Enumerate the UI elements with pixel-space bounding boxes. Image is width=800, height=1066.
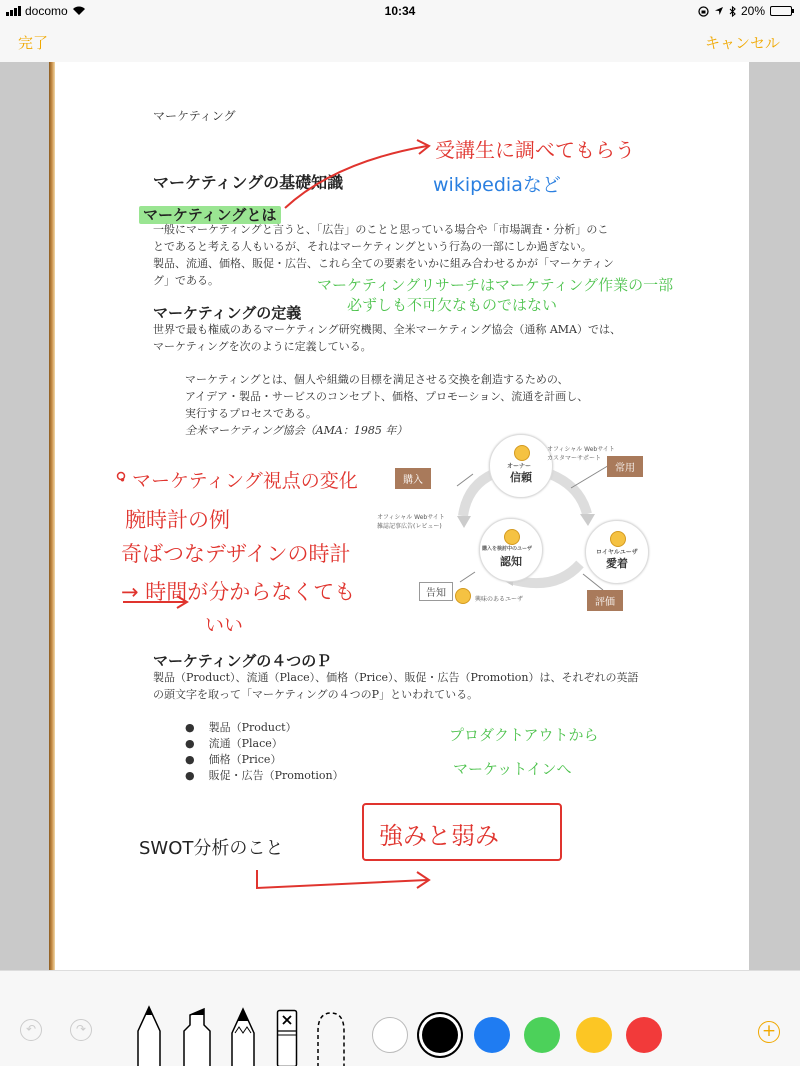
color-swatch-blue[interactable] — [474, 1017, 510, 1053]
bullet-item: ● 価格（Price） — [185, 753, 282, 766]
node-trust-sub: オーナー — [507, 463, 532, 470]
quote-line-1: マーケティングとは、個人や組織の目標を満足させる交換を創造するための、 — [185, 373, 569, 386]
lasso-tool-icon[interactable] — [314, 1009, 348, 1066]
annotation-green-3: プロダクトアウトから — [449, 726, 599, 744]
quote-line-2: アイデア・製品・サービスのコンセプト、価格、プロモーション、流通を計画し、 — [185, 390, 589, 403]
annotation-red-list-5: いい — [205, 614, 244, 636]
bullet-text: 販促・広告（Promotion） — [208, 769, 344, 782]
node-trust — [489, 434, 553, 498]
nav-bar — [0, 22, 800, 62]
intro-line-4: グ」である。 — [153, 274, 219, 287]
color-swatch-green[interactable] — [524, 1017, 560, 1053]
carrier-label: docomo — [25, 4, 68, 18]
battery-percent: 20% — [740, 4, 765, 18]
pencil-tool-icon[interactable] — [230, 1007, 256, 1066]
four-p-heading: マーケティングの４つのＰ — [153, 652, 332, 670]
node-attachment-label: 愛着 — [606, 557, 628, 570]
annotation-red-list-3: 奇ばつなデザインの時計 — [121, 542, 351, 566]
intro-line-1: 一般にマーケティングと言うと、「広告」のことと思っている場合や「市場調査・分析」のこ — [153, 223, 609, 236]
annotation-red-list-1: ・マーケティング視点の変化 — [113, 470, 358, 492]
intro-line-3: 製品、流通、価格、販促・広告、これら全ての要素をいかに組み合わせるかが「マーケティン — [153, 257, 614, 270]
bottom-note: 興味のあるユーザ — [475, 596, 524, 603]
annotation-red-list-2: 腕時計の例 — [125, 508, 230, 532]
node-awareness-label: 認知 — [500, 555, 522, 568]
location-icon — [714, 6, 724, 16]
bullet-text: 価格（Price） — [208, 753, 282, 766]
marker-tool-icon[interactable] — [182, 1007, 212, 1066]
document-title: マーケティングの基礎知識 — [153, 173, 344, 192]
running-header: マーケティング — [153, 109, 236, 123]
status-bar — [0, 0, 800, 22]
add-button[interactable]: + — [758, 1021, 780, 1043]
annotation-red-list-4: → 時間が分からなくても — [121, 580, 356, 604]
bullet-item: ● 販促・広告（Promotion） — [185, 769, 344, 782]
top-note-1: オフィシャル Webサイト — [547, 446, 615, 453]
bluetooth-icon — [729, 6, 736, 17]
node-awareness — [479, 518, 543, 582]
annotation-green-4: マーケットインへ — [453, 760, 572, 778]
color-swatch-red[interactable] — [626, 1017, 662, 1053]
definition-line-1: 世界で最も権威のあるマーケティング研究機関、全米マーケティング協会（通称 AMA）では、 — [153, 323, 622, 336]
tag-regular: 常用 — [607, 456, 643, 477]
tag-announce: 告知 — [419, 582, 453, 601]
annotation-black-swot: SWOT分析のこと — [139, 838, 284, 859]
smiley-icon — [610, 531, 626, 547]
node-attachment-sub: ロイヤルユーザ — [596, 549, 638, 556]
four-p-line-1: 製品（Product）、流通（Place）、価格（Price）、販促・広告（Promotion）は、それぞれの英語 — [153, 671, 639, 684]
battery-icon — [770, 6, 792, 16]
cancel-button[interactable]: キャンセル — [704, 35, 780, 52]
markup-toolbar — [0, 970, 800, 1066]
annotation-green-2: 必ずしも不可欠なものではない — [347, 296, 558, 314]
annotation-blue: wikipediaなど — [433, 174, 561, 196]
left-note-1: オフィシャル Webサイト — [377, 514, 445, 521]
annotation-red-top: 受講生に調べてもらう — [435, 138, 635, 162]
pen-tool-icon[interactable] — [136, 1005, 162, 1066]
definition-heading: マーケティングの定義 — [153, 304, 302, 322]
markup-canvas[interactable] — [0, 62, 800, 970]
quote-line-3: 実行するプロセスである。 — [185, 407, 317, 420]
highlighted-subtitle: マーケティングとは — [139, 206, 281, 224]
clock: 10:34 — [384, 4, 416, 18]
bullet-item: ● 製品（Product） — [185, 721, 297, 734]
node-trust-label: 信頼 — [510, 471, 532, 484]
bullet-text: 製品（Product） — [208, 721, 297, 734]
four-p-line-2: の頭文字を取って「マーケティングの４つのP」といわれている。 — [153, 688, 479, 701]
top-note-2: カスタマーサポート — [547, 455, 602, 462]
bullet-text: 流通（Place） — [208, 737, 283, 750]
annotation-green-1: マーケティングリサーチはマーケティング作業の一部 — [317, 276, 674, 294]
tag-evaluate: 評価 — [587, 590, 623, 611]
smiley-icon — [504, 529, 520, 545]
smiley-icon — [455, 588, 471, 604]
node-attachment — [585, 520, 649, 584]
intro-line-2: とであると考える人もいるが、それはマーケティングという行為の一部にしか過ぎない。 — [153, 240, 592, 253]
color-swatch-black-selected[interactable] — [422, 1017, 458, 1053]
bullet-item: ● 流通（Place） — [185, 737, 283, 750]
marketing-cycle-diagram — [375, 434, 675, 614]
document-page[interactable] — [55, 62, 749, 970]
tag-purchase: 購入 — [395, 468, 431, 489]
redo-button[interactable]: ↷ — [70, 1019, 92, 1041]
smiley-icon — [514, 445, 530, 461]
annotation-red-box: 強みと弱み — [379, 822, 499, 850]
color-swatch-yellow[interactable] — [576, 1017, 612, 1053]
node-awareness-sub: 購入を検討中のユーザ — [482, 546, 533, 552]
undo-button[interactable]: ↶ — [20, 1019, 42, 1041]
done-button[interactable]: 完了 — [18, 35, 49, 52]
eraser-tool-icon[interactable] — [276, 1009, 298, 1066]
orientation-lock-icon — [698, 6, 709, 17]
color-swatch-white[interactable] — [372, 1017, 408, 1053]
definition-line-2: マーケティングを次のように定義している。 — [153, 340, 372, 353]
quote-source: 全米マーケティング協会（AMA：1985 年） — [185, 424, 408, 437]
left-note-2: 雑誌記事広告(レビュー) — [377, 523, 442, 530]
